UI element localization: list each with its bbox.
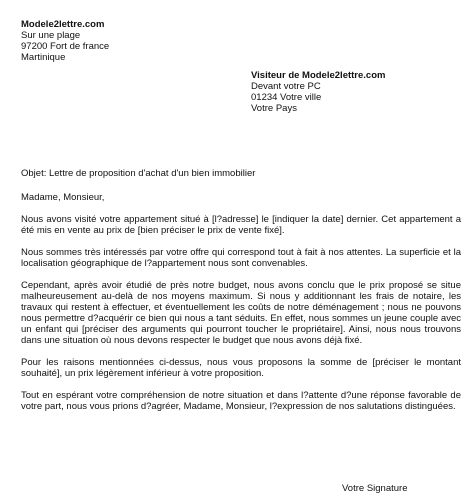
paragraph-interest: Nous sommes très intéressés par votre offre qui correspond tout à fait à nos attentes. La superficie et la localisation géographique de l?appartement nous sont convenables. bbox=[21, 247, 461, 269]
sender-line-3: Martinique bbox=[21, 52, 66, 63]
recipient-address bbox=[251, 70, 461, 114]
sender-address bbox=[21, 19, 241, 63]
paragraph-budget: Cependant, après avoir étudié de près notre budget, nous avons conclu que le prix proposé se situe malheureusement au-delà de nos moyens maximum. Si nous y additionnant les frais de notaire, les travaux qui restent à effectuer, et éventuellement les coûts de notre déménagement ; nous ne pouvons nous permettre d?acquérir ce bien qui nous a tant séduits. En effet, nous sommes un jeune couple avec un enfant qui [préciser des arguments qui pourront toucher le propriétaire]. Ainsi, nous nous trouvons dans une situation où nous devons respecter le budget que nous avons déjà fixé. bbox=[21, 280, 461, 346]
paragraph-offer: Pour les raisons mentionnées ci-dessus, nous vous proposons la somme de [préciser le montant souhaité], un prix légèrement inférieur à votre proposition. bbox=[21, 357, 461, 379]
paragraph-visit: Nous avons visité votre appartement situé à [l?adresse] le [indiquer la date] dernier. Cet appartement a été mis en vente au prix de [bien préciser le prix de vente fixé]. bbox=[21, 214, 461, 236]
salutation: Madame, Monsieur, bbox=[21, 192, 105, 203]
paragraph-closing: Tout en espérant votre compréhension de notre situation et dans l?attente d?une réponse favorable de votre part, nous vous prions d?agréer, Madame, Monsieur, l?expression de nos salutations distinguées. bbox=[21, 390, 461, 412]
letter-subject: Objet: Lettre de proposition d'achat d'un bien immobilier bbox=[21, 168, 256, 179]
sender-line-2: 97200 Fort de france bbox=[21, 41, 110, 52]
sender-name: Modele2lettre.com bbox=[21, 19, 105, 30]
sender-line-1: Sur une plage bbox=[21, 30, 81, 41]
signature: Votre Signature bbox=[342, 483, 408, 494]
letter-body bbox=[21, 192, 461, 423]
recipient-line-3: Votre Pays bbox=[251, 103, 297, 114]
recipient-line-2: 01234 Votre ville bbox=[251, 92, 322, 103]
recipient-line-1: Devant votre PC bbox=[251, 81, 321, 92]
recipient-name: Visiteur de Modele2lettre.com bbox=[251, 70, 386, 81]
